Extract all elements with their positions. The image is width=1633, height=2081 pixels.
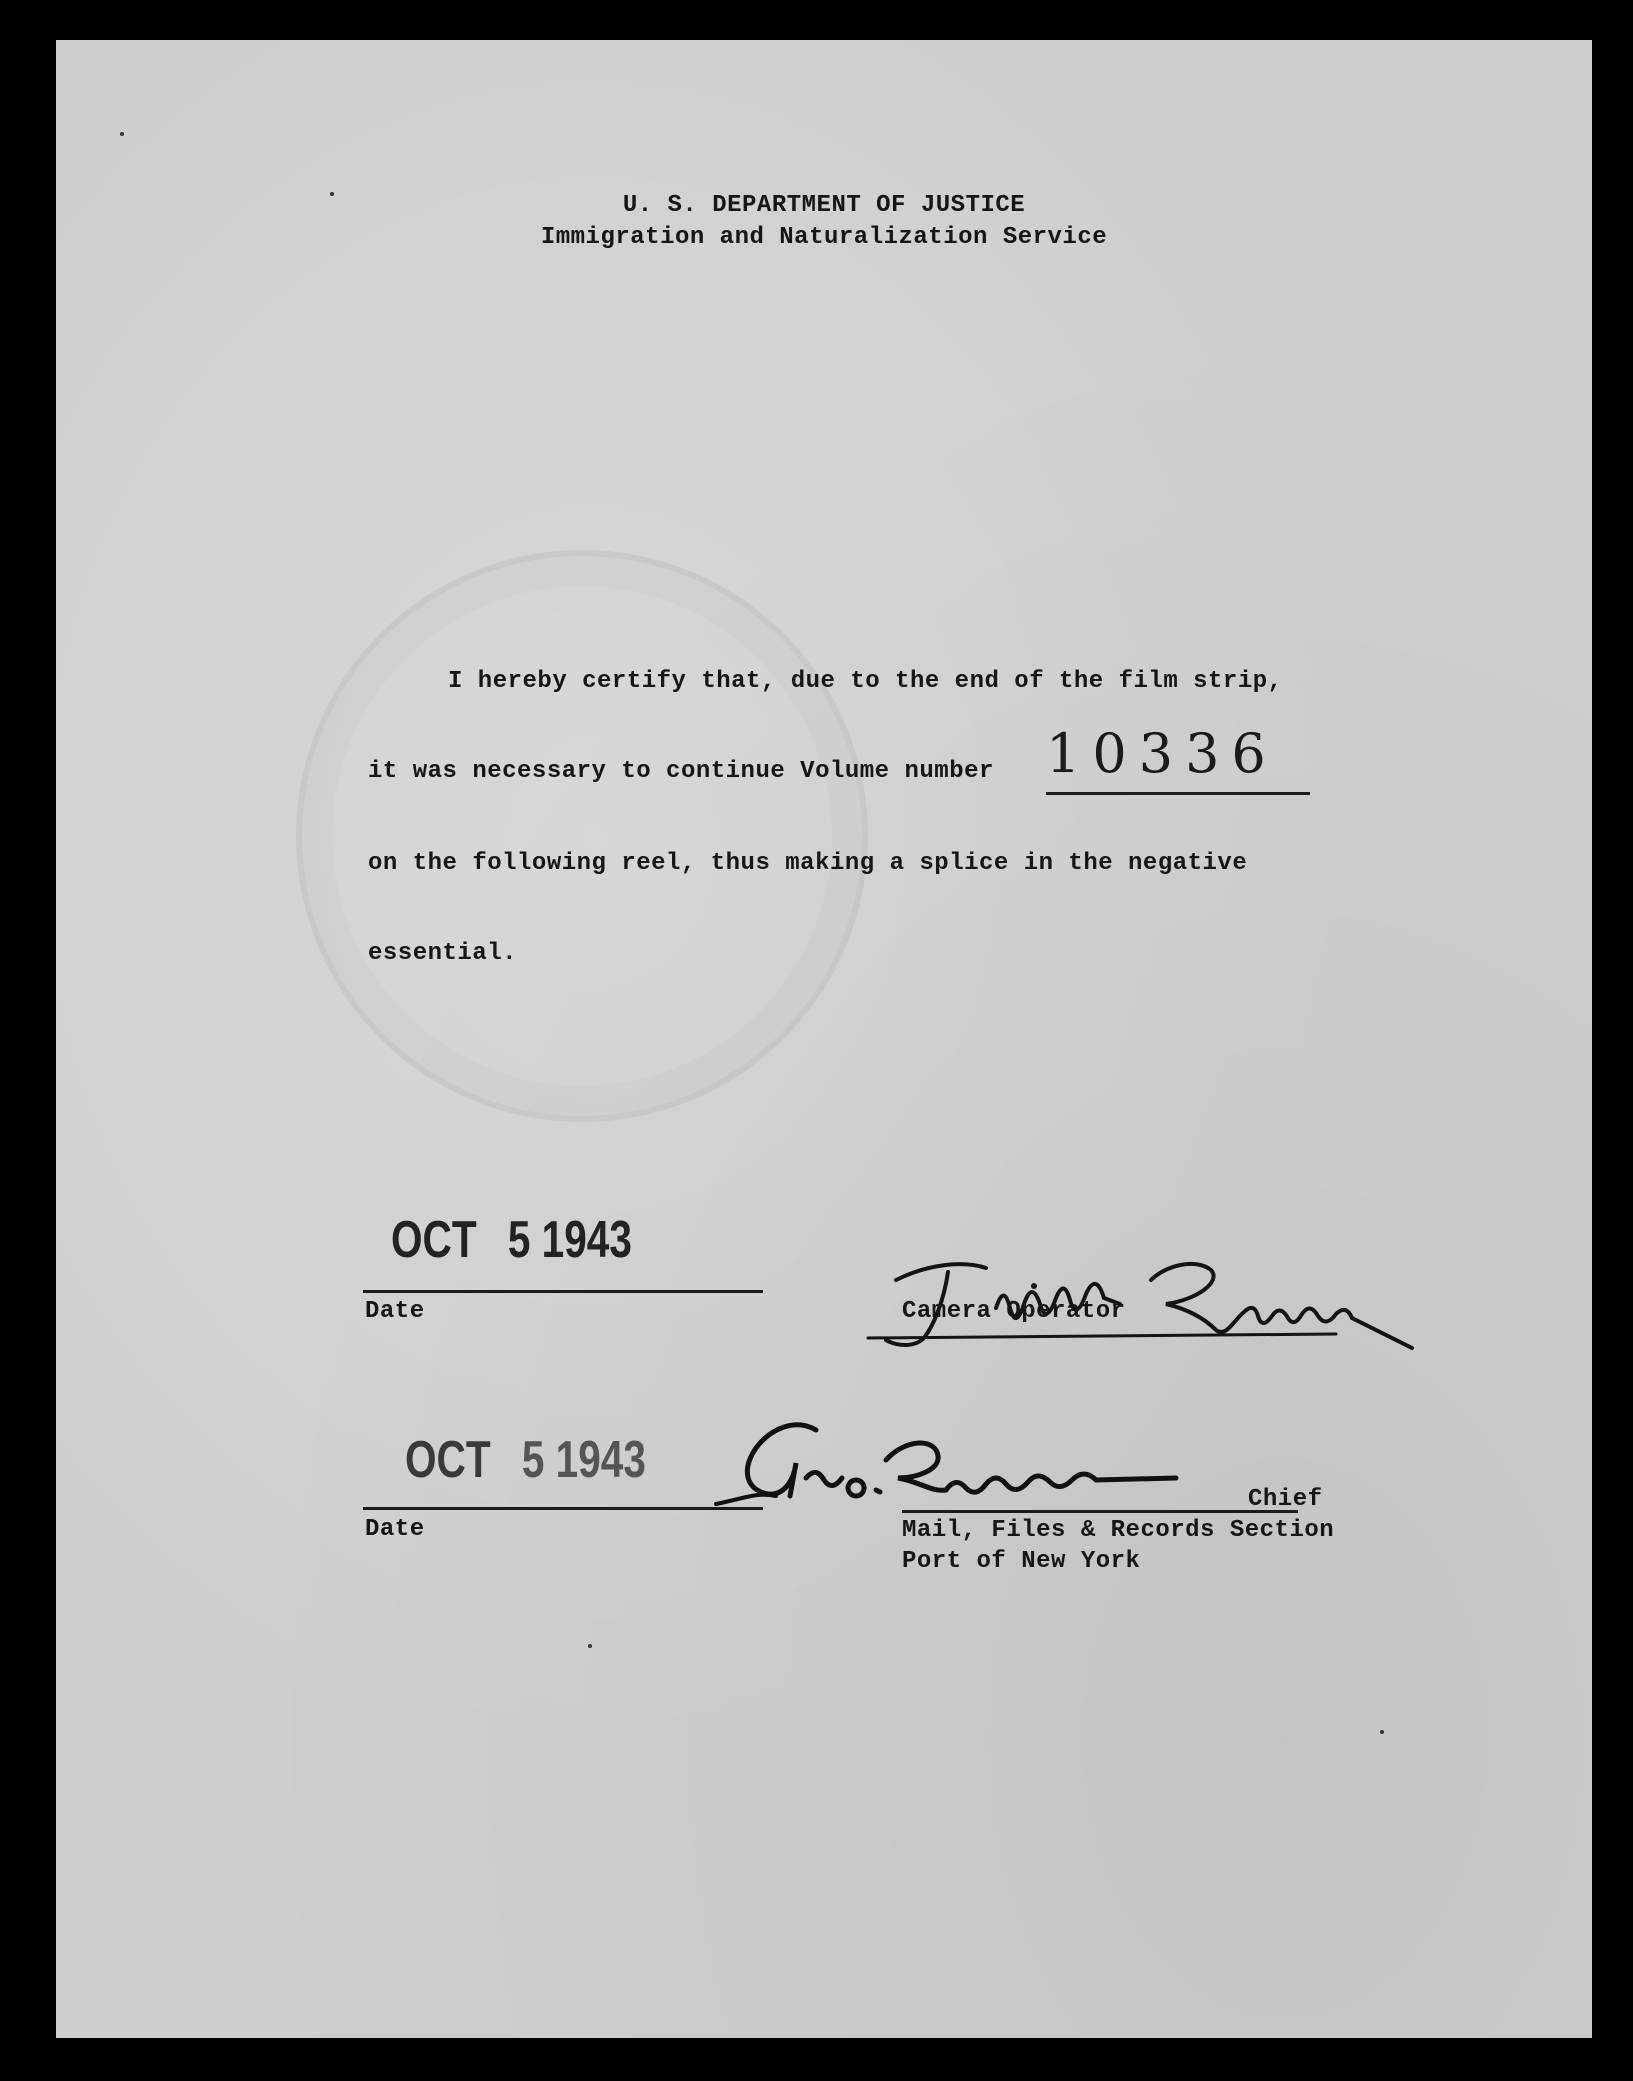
dust-speck: [330, 192, 334, 196]
date-stamp-day-year: 5 1943: [521, 1431, 646, 1489]
dust-speck: [588, 1644, 592, 1648]
date-label-camera-operator: Date: [365, 1298, 425, 1325]
chief-title: Chief: [1248, 1486, 1323, 1513]
service-heading: Immigration and Naturalization Service: [540, 224, 1108, 251]
certification-line-3: on the following reel, thus making a splice in the negative: [368, 850, 1248, 877]
chief-location: Port of New York: [902, 1548, 1141, 1575]
date-stamp-chief: [405, 1430, 646, 1490]
department-heading: U. S. DEPARTMENT OF JUSTICE: [622, 192, 1026, 219]
camera-operator-title: Camera Operator: [902, 1298, 1126, 1325]
date-stamp-day-year: 5 1943: [507, 1211, 632, 1269]
certification-line-2: it was necessary to continue Volume number: [368, 758, 994, 785]
certification-line-1: I hereby certify that, due to the end of the film strip,: [448, 668, 1283, 695]
date-label-chief: Date: [365, 1516, 425, 1543]
dust-speck: [120, 132, 124, 136]
date-line-chief: [363, 1507, 763, 1510]
handwritten-volume-number: 10336: [1046, 722, 1278, 785]
date-stamp-month: OCT: [405, 1431, 491, 1489]
faint-seal-impression: [296, 550, 868, 1122]
camera-operator-signature: [866, 1220, 1466, 1370]
certification-line-4: essential.: [368, 940, 518, 967]
date-stamp-camera-operator: [391, 1210, 632, 1270]
date-line-camera-operator: [363, 1290, 763, 1293]
volume-number-underline: [1046, 792, 1310, 795]
signature-line-chief: [902, 1510, 1298, 1513]
date-stamp-month: OCT: [391, 1211, 477, 1269]
chief-section-title: Mail, Files & Records Section: [902, 1517, 1335, 1544]
document-page: [56, 40, 1592, 2038]
dust-speck: [1380, 1730, 1384, 1734]
